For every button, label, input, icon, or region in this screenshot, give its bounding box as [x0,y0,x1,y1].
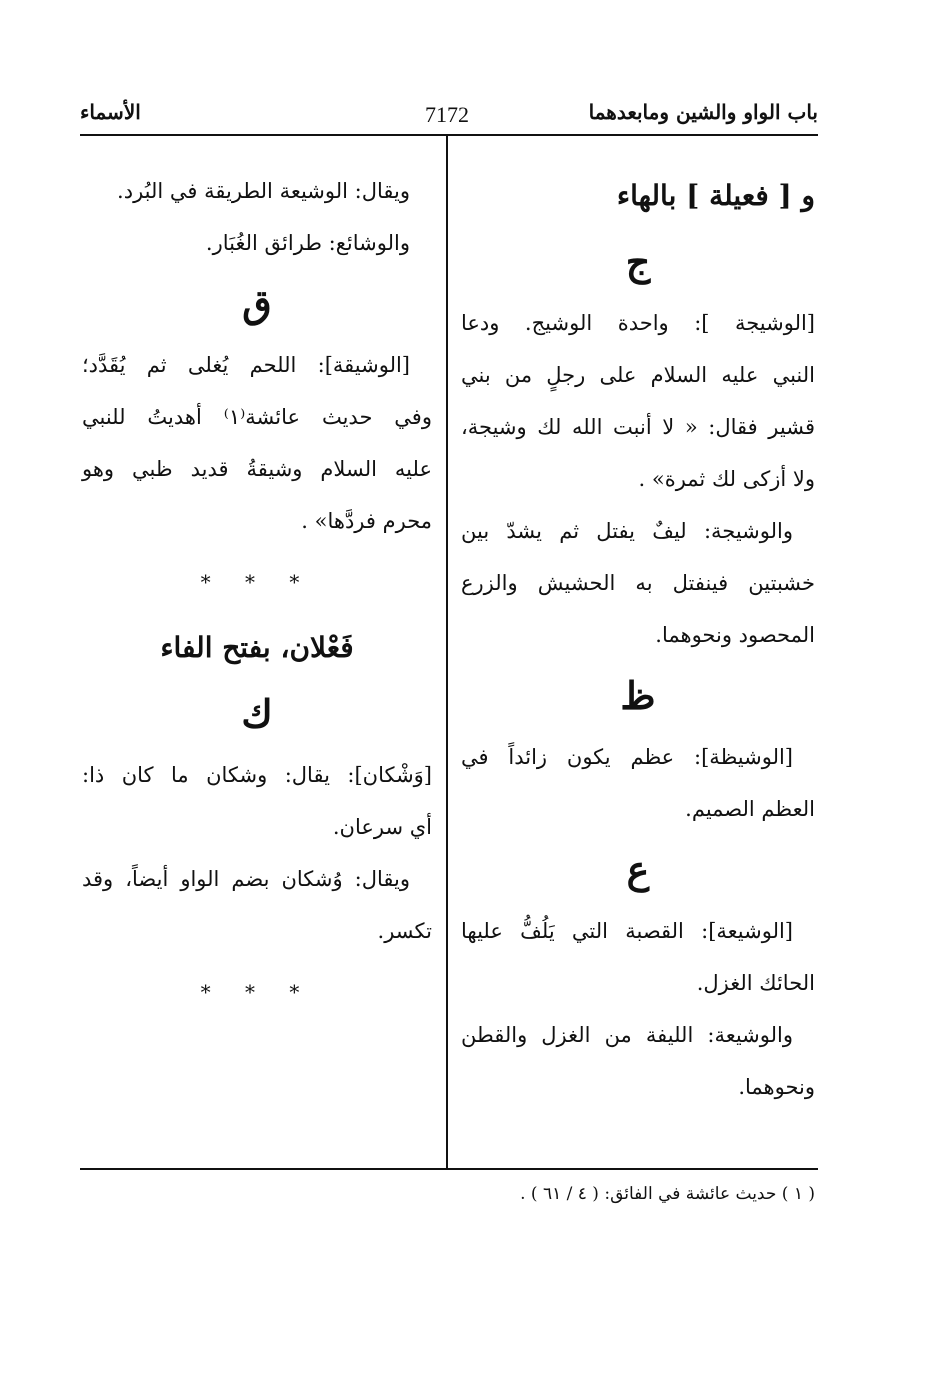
letter-za: ظ [620,673,656,718]
header-divider [80,134,818,136]
section-heading-falan: فَعْلان، بفتح الفاء [160,631,354,664]
footnote: ( ١ ) حديث عائشة في الفائق: ( ٤ / ٦١ ) . [520,1184,815,1204]
entry-line: المحصود ونحوهما. [655,623,815,647]
entry-line: عليه السلام وشيقةُ قديد ظبي وهو [82,457,432,481]
column-divider [446,136,448,1168]
letter-kaf: ك [241,691,273,736]
entry-line: محرم فردَّها» . [301,509,432,533]
section-separator: * * * [200,570,314,594]
section-separator: * * * [200,980,314,1004]
right-column [461,165,815,1113]
chapter-title: الأسماء [80,100,141,124]
entry-line: خشبتين فينفتل به الحشيش والزرع [461,571,815,595]
entry-line: وفي حديث عائشة⁽١⁾ أهديتُ للنبي [82,405,432,429]
entry-line: والوشائع: طرائق الغُبَار. [205,231,410,255]
entry-line: [الوشيظة]: عظم يكون زائداً في [461,745,793,769]
entry-line: أي سرعان. [332,815,432,839]
entry-line: ونحوهما. [738,1075,815,1099]
entry-line: العظم الصميم. [685,797,815,821]
entry-line: والوشيجة: ليفٌ يفتل ثم يشدّ بين [461,519,793,543]
running-header [80,100,818,136]
entry-line: قشير فقال: « لا أنبت الله لك وشيجة، [461,415,815,439]
entry-line: والوشيعة: الليفة من الغزل والقطن [461,1023,793,1047]
entry-line: ولا أزكى لك ثمرة» . [638,467,815,491]
section-title: باب الواو والشين ومابعدهما [588,100,818,124]
entry-line: [الوشيعة]: القصبة التي يَلُفُّ عليها [461,919,793,943]
entry-line: ويقال: وُشكان بضم الواو أيضاً، وقد [82,867,410,891]
left-column [82,165,432,1027]
footnote-divider [80,1168,818,1170]
letter-ayn: ع [626,847,650,892]
letter-qaf: ق [242,281,272,326]
entry-line: [الوشيقة]: اللحم يُغلى ثم يُقَدَّد؛ [82,353,410,377]
entry-line: تكسر. [377,919,432,943]
entry-line: ويقال: الوشيعة الطريقة في البُرد. [117,179,410,203]
section-heading-faila: و [ فعيلة ] بالهاء [616,179,815,212]
entry-line: الحائك الغزل. [696,971,815,995]
page-number: 7172 [425,102,469,127]
entry-line: [وَشْكان]: يقال: وشكان ما كان ذا: [82,763,432,787]
entry-line: [الوشيجة ]: واحدة الوشيج. ودعا [461,311,815,335]
letter-jim: ج [625,239,651,284]
entry-line: النبي عليه السلام على رجلٍ من بني [461,363,815,387]
